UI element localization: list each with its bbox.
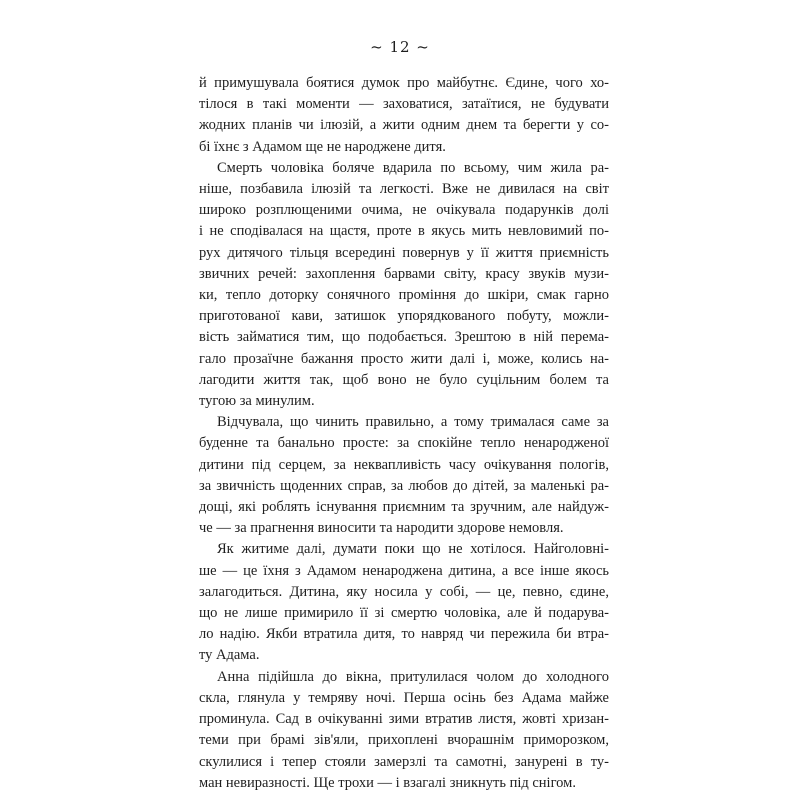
text-line: жодних планів чи ілюзій, а жити одним днем та берегти у со- xyxy=(199,117,609,134)
text-line: скулилися і тепер стояли замерзлі та самотні, занурені в ту- xyxy=(199,753,609,770)
text-line: залагодиться. Дитина, яку носила у собі, — це, певно, єдине, xyxy=(199,583,609,600)
text-line: ман невиразності. Ще трохи — і взагалі зникнуть під снігом. xyxy=(199,774,576,791)
text-line: Відчувала, що чинить правильно, а тому трималася саме за xyxy=(217,414,609,431)
text-line: тілося в такі моменти — заховатися, затаїтися, не будувати xyxy=(199,96,609,113)
text-line: звичних речей: захоплення барвами світу, красу звуків музи- xyxy=(199,265,609,282)
text-line: й примушувала боятися думок про майбутнє. Єдине, чого хо- xyxy=(199,75,609,91)
text-line: дитини під серцем, за неквапливість часу очікування пологів, xyxy=(199,456,609,473)
text-line: дощі, які роблять існування приємним та зручним, але найдуж- xyxy=(199,499,609,516)
text-line: приготованої кави, затишок упорядкованого побуту, можли- xyxy=(199,308,609,325)
text-line: ту Адама. xyxy=(199,647,260,664)
text-line: Анна підійшла до вікна, притулилася чолом до холодного xyxy=(217,668,609,685)
text-line: ше — це їхня з Адамом ненароджена дитина, а все інше якось xyxy=(199,562,609,579)
paragraph xyxy=(199,539,609,666)
text-line: за звичність щоденних справ, за любов до дітей, за маленькі ра- xyxy=(199,477,609,494)
text-line: ніше, позбавила ілюзій та легкості. Вже не дивилася на світ xyxy=(199,181,609,198)
body-text xyxy=(199,73,609,794)
text-line: бі їхнє з Адамом ще не народжене дитя. xyxy=(199,138,446,155)
text-line: теми при брамі зів'яли, прихоплені вчорашнім приморозком, xyxy=(199,732,609,749)
text-line: ки, тепло доторку сонячного проміння до шкіри, смак гарно xyxy=(199,287,609,304)
paragraph xyxy=(199,158,609,412)
text-line: тугою за минулим. xyxy=(199,393,315,410)
text-line: широко розплющеними очима, не очікувала подарунків долі xyxy=(199,202,609,219)
text-line: Смерть чоловіка боляче вдарила по всьому, чим жила ра- xyxy=(217,159,609,176)
text-line: проминула. Сад в очікуванні зими втратив листя, жовті хризан- xyxy=(199,711,609,728)
page-number: ~ 12 ~ xyxy=(370,38,430,56)
paragraph xyxy=(199,73,609,158)
text-line: і не сподівалася на щастя, проте в якусь мить невловимий по- xyxy=(199,223,609,240)
text-line: вість займатися тим, що подобається. Зрештою в ній перема- xyxy=(199,329,609,346)
text-line: Як житиме далі, думати поки що не хотілося. Найголовні- xyxy=(217,541,609,558)
paragraph xyxy=(199,667,609,794)
text-line: гало прозаїчне бажання просто жити далі і, може, колись на- xyxy=(199,350,609,367)
text-line: рух дитячого тільця всередині повернув у її життя приємність xyxy=(199,244,609,261)
text-line: буденне та банально просте: за спокійне тепло ненародженої xyxy=(199,435,609,452)
text-line: що не лише примирило її зі смертю чоловіка, але й подарува- xyxy=(199,605,609,622)
paragraph xyxy=(199,412,609,539)
text-line: че — за прагнення виносити та народити здорове немовля. xyxy=(199,520,564,537)
text-line: лагодити життя так, щоб воно не було суцільним болем та xyxy=(199,371,609,388)
text-line: ло надію. Якби втратила дитя, то навряд чи пережила би втра- xyxy=(199,626,609,643)
text-line: скла, глянула у темряву ночі. Перша осінь без Адама майже xyxy=(199,689,609,706)
